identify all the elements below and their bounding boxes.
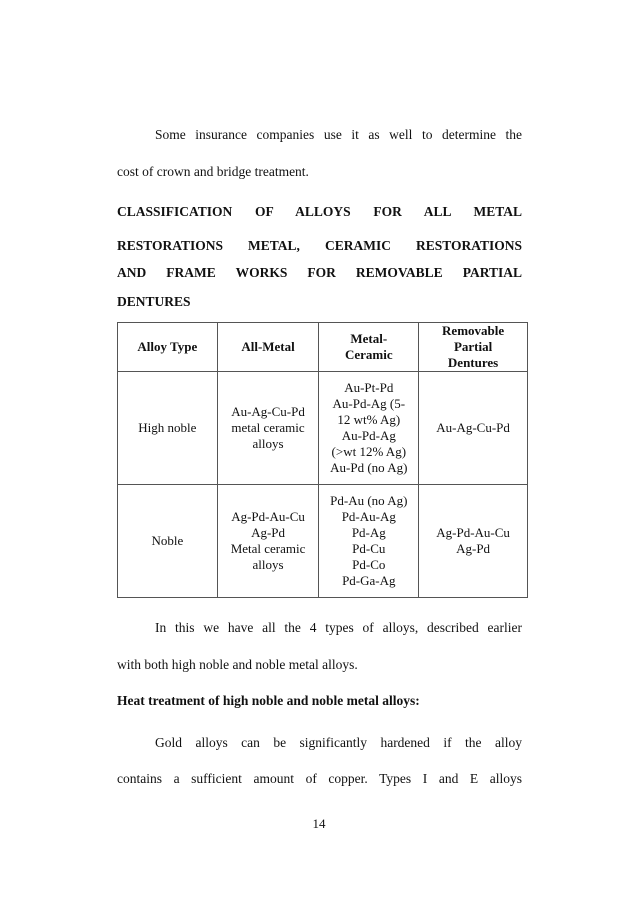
heading-line-3: AND FRAME WORKS FOR REMOVABLE PARTIAL [117, 265, 522, 280]
cell-text: Ag-Pd [456, 541, 491, 556]
gold-line-1: Gold alloys can be significantly hardened if the alloy [155, 735, 522, 750]
cell-metal-ceramic [319, 485, 419, 598]
cell-text: Pd-Co [352, 557, 386, 572]
heading-line-4: DENTURES [117, 294, 191, 309]
cell-all-metal [217, 485, 319, 598]
cell-metal-ceramic [319, 372, 419, 485]
cell-text: Pd-Ag [351, 525, 386, 540]
cell-text: Au-Pd-Ag (5- [332, 396, 406, 411]
cell-text: (>wt 12% Ag) [331, 444, 407, 459]
cell-text: alloys [252, 436, 284, 451]
cell-text: alloys [252, 557, 284, 572]
cell-text: Au-Pt-Pd [344, 380, 394, 395]
cell-all-metal [217, 372, 319, 485]
cell-text: Ag-Pd [251, 525, 286, 540]
alloy-classification-table [117, 322, 528, 598]
cell-alloy-type: Noble [118, 485, 218, 598]
summary-line-2: with both high noble and noble metal alloys. [117, 657, 358, 672]
gold-line-2: contains a sufficient amount of copper. Types I and E alloys [117, 771, 522, 786]
cell-text: Au-Pd-Ag [341, 428, 396, 443]
header-all-metal: All-Metal [217, 323, 319, 372]
cell-text: Pd-Cu [352, 541, 386, 556]
header-removable-partial-dentures [419, 323, 528, 372]
intro-line-2: cost of crown and bridge treatment. [117, 164, 309, 179]
cell-text: Ag-Pd-Au-Cu [436, 525, 510, 540]
page-number: 14 [312, 816, 326, 831]
cell-removable [419, 485, 528, 598]
cell-removable [419, 372, 528, 485]
header-text: Metal- [350, 331, 388, 346]
intro-line-1: Some insurance companies use it as well to determine the [155, 127, 522, 142]
cell-text: metal ceramic [231, 420, 305, 435]
cell-alloy-type: High noble [118, 372, 218, 485]
table-row [118, 485, 528, 598]
header-text: Partial [453, 339, 493, 354]
cell-text: Au-Ag-Cu-Pd [436, 420, 510, 435]
header-text: Ceramic [344, 347, 393, 362]
cell-text: Pd-Ga-Ag [342, 573, 396, 588]
cell-text: Au-Pd (no Ag) [330, 460, 408, 475]
header-text: Removable [442, 323, 505, 338]
cell-text: Ag-Pd-Au-Cu [231, 509, 305, 524]
header-text: Dentures [447, 355, 499, 370]
cell-text: Pd-Au-Ag [341, 509, 396, 524]
cell-text: 12 wt% Ag) [337, 412, 401, 427]
header-metal-ceramic [319, 323, 419, 372]
summary-line-1: In this we have all the 4 types of alloys, described earlier [155, 620, 522, 635]
heading-line-2: RESTORATIONS METAL, CERAMIC RESTORATIONS [117, 238, 522, 253]
heading-line-1: CLASSIFICATION OF ALLOYS FOR ALL METAL [117, 204, 522, 219]
cell-text: Metal ceramic [230, 541, 306, 556]
table-row [118, 372, 528, 485]
table-header-row [118, 323, 528, 372]
cell-text: Au-Ag-Cu-Pd [231, 404, 305, 419]
header-alloy-type: Alloy Type [118, 323, 218, 372]
cell-text: Pd-Au (no Ag) [330, 493, 408, 508]
subheading: Heat treatment of high noble and noble metal alloys: [117, 693, 420, 708]
